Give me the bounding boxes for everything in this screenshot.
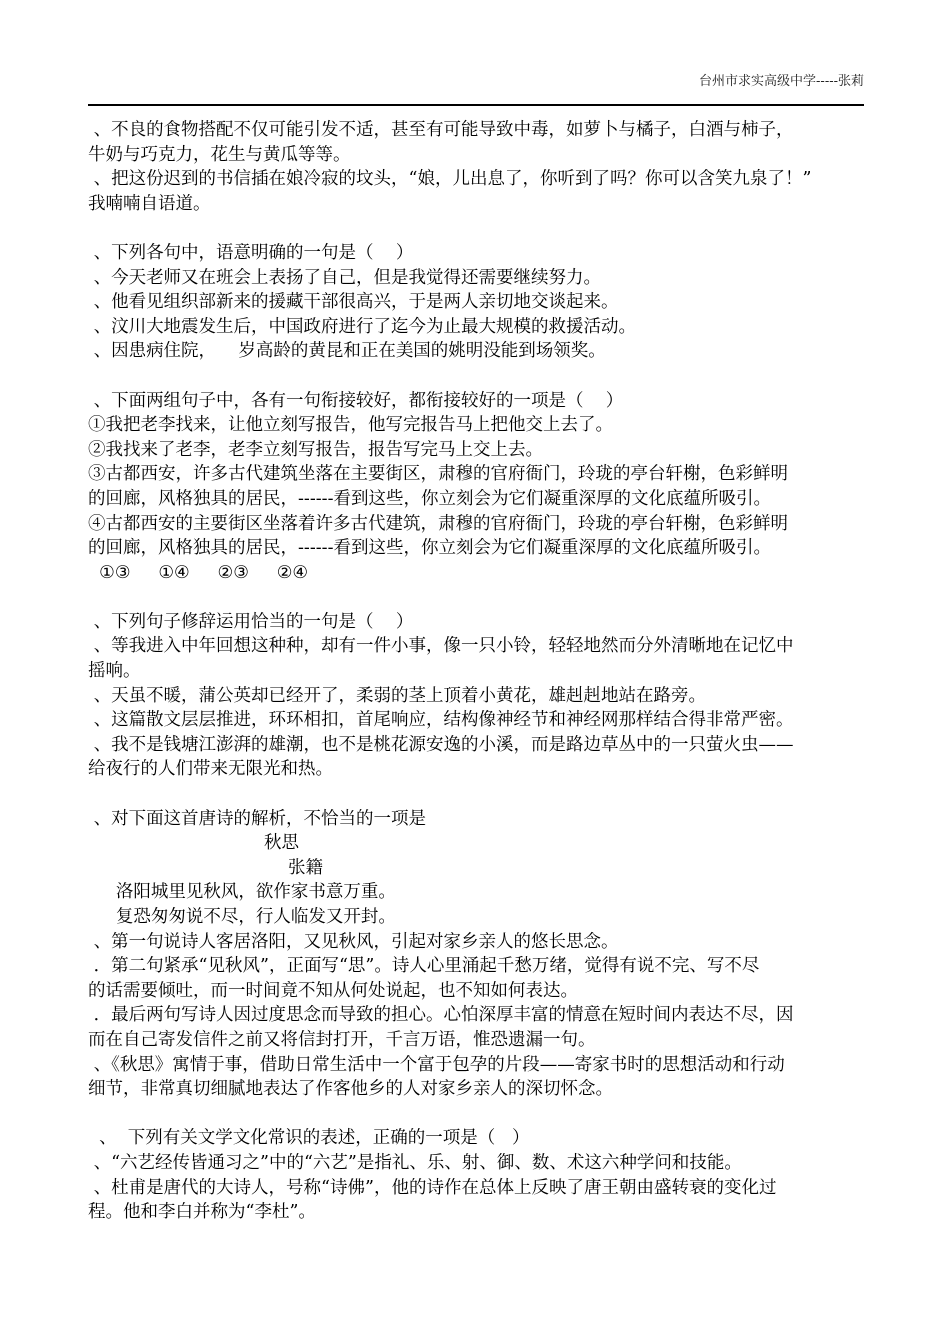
text-line: 给夜行的人们带来无限光和热。	[88, 759, 333, 780]
blank-line	[88, 782, 864, 807]
text-line: 、这篇散文层层推进，环环相扣，首尾响应，结构像神经节和神经网那样结合得非常严密。	[88, 710, 794, 731]
text-line: 我喃喃自语道。	[88, 193, 211, 214]
document-body	[88, 118, 864, 1225]
text-line: 、把这份迟到的书信插在娘冷寂的坟头，“娘，儿出息了，你听到了吗？你可以含笑九泉了！”	[88, 169, 812, 190]
text-line: 、《秋思》寓情于事，借助日常生活中一个富于包孕的片段——寄家书时的思想活动和行动	[88, 1054, 785, 1075]
text-line: 而在自己寄发信件之前又将信封打开，千言万语，惟恐遗漏一句。	[88, 1029, 596, 1050]
text-line: 、等我进入中年回想这种种，却有一件小事，像一只小铃，轻轻地然而分外清晰地在记忆中	[88, 636, 794, 657]
text-line: 、因患病住院， 岁高龄的黄昆和正在美国的姚明没能到场领奖。	[88, 341, 606, 362]
text-line: 、“六艺经传皆通习之”中的“六艺”是指礼、乐、射、御、数、术这六种学问和技能。	[88, 1152, 742, 1173]
text-line: 、杜甫是唐代的大诗人，号称“诗佛”，他的诗作在总体上反映了唐王朝由盛转衰的变化过	[88, 1177, 777, 1198]
text-line: 洛阳城里见秋风，欲作家书意万重。	[88, 882, 396, 903]
text-line: 张籍	[288, 857, 323, 878]
blank-line	[88, 216, 864, 241]
text-line: 、我不是钱塘江澎湃的雄潮，也不是桃花源安逸的小溪，而是路边草丛中的一只萤火虫——	[88, 734, 794, 755]
text-line: ④古都西安的主要街区坐落着许多古代建筑，肃穆的官府衙门，玲珑的亭台轩榭，色彩鲜明	[88, 513, 788, 534]
blank-line	[88, 364, 864, 389]
text-line: 细节，非常真切细腻地表达了作客他乡的人对家乡亲人的深切怀念。	[88, 1079, 613, 1100]
text-line: 、下列各句中，语意明确的一句是（ ）	[88, 242, 414, 263]
text-line: 、第一句说诗人客居洛阳，又见秋风，引起对家乡亲人的悠长思念。	[88, 931, 619, 952]
text-line: 、下面两组句子中，各有一句衔接较好，都衔接较好的一项是（ ）	[88, 390, 624, 411]
text-line: ②我找来了老李，老李立刻写报告，报告写完马上交上去。	[88, 439, 543, 460]
text-line: 复恐匆匆说不尽，行人临发又开封。	[88, 907, 396, 927]
page-header-text: 台州市求实高级中学-----张莉	[699, 74, 864, 89]
text-line: 秋思	[264, 833, 299, 854]
text-line: ③古都西安，许多古代建筑坐落在主要街区，肃穆的官府衙门，玲珑的亭台轩榭，色彩鲜明	[88, 464, 788, 485]
text-line: 的回廊，风格独具的居民，------看到这些，你立刻会为它们凝重深厚的文化底蕴所吸引。	[88, 538, 771, 559]
text-line: 、他看见组织部新来的援藏干部很高兴，于是两人亲切地交谈起来。	[88, 292, 619, 313]
text-line: 、天虽不暖，蒲公英却已经开了，柔弱的茎上顶着小黄花，雄赳赳地站在路旁。	[88, 685, 707, 706]
blank-line	[88, 585, 864, 610]
text-line: 摇响。	[88, 661, 141, 682]
text-line: 的回廊，风格独具的居民，------看到这些，你立刻会为它们凝重深厚的文化底蕴所吸引。	[88, 488, 771, 509]
text-line: ①我把老李找来，让他立刻写报告，他写完报告马上把他交上去了。	[88, 415, 613, 436]
text-line: ．最后两句写诗人因过度思念而导致的担心。心怕深厚丰富的情意在短时间内表达不尽，因	[88, 1005, 794, 1026]
text-line: 程。他和李白并称为“李杜”。	[88, 1202, 316, 1223]
text-line: 、 下列有关文学文化常识的表述，正确的一项是（ ）	[88, 1128, 530, 1149]
text-line: 、对下面这首唐诗的解析，不恰当的一项是	[88, 808, 427, 829]
text-line: 的话需要倾吐，而一时间竟不知从何处说起，也不知如何表达。	[88, 980, 578, 1001]
header-rule	[88, 104, 864, 106]
text-line: 、下列句子修辞运用恰当的一句是（ ）	[88, 611, 414, 632]
text-line: 、汶川大地震发生后，中国政府进行了迄今为止最大规模的救援活动。	[88, 316, 637, 337]
text-line: 、不良的食物搭配不仅可能引发不适，甚至有可能导致中毒，如萝卜与橘子，白酒与柿子，	[88, 120, 794, 140]
text-line: 、今天老师又在班会上表扬了自己，但是我觉得还需要继续努力。	[88, 267, 602, 288]
text-line: 牛奶与巧克力，花生与黄瓜等等。	[88, 144, 351, 165]
text-line: ①③ ①④ ②③ ②④	[88, 562, 309, 583]
text-line: ．第二句紧承“见秋风”，正面写“思”。诗人心里涌起千愁万绪，觉得有说不完、写不尽	[88, 956, 760, 977]
blank-line	[88, 1102, 864, 1127]
